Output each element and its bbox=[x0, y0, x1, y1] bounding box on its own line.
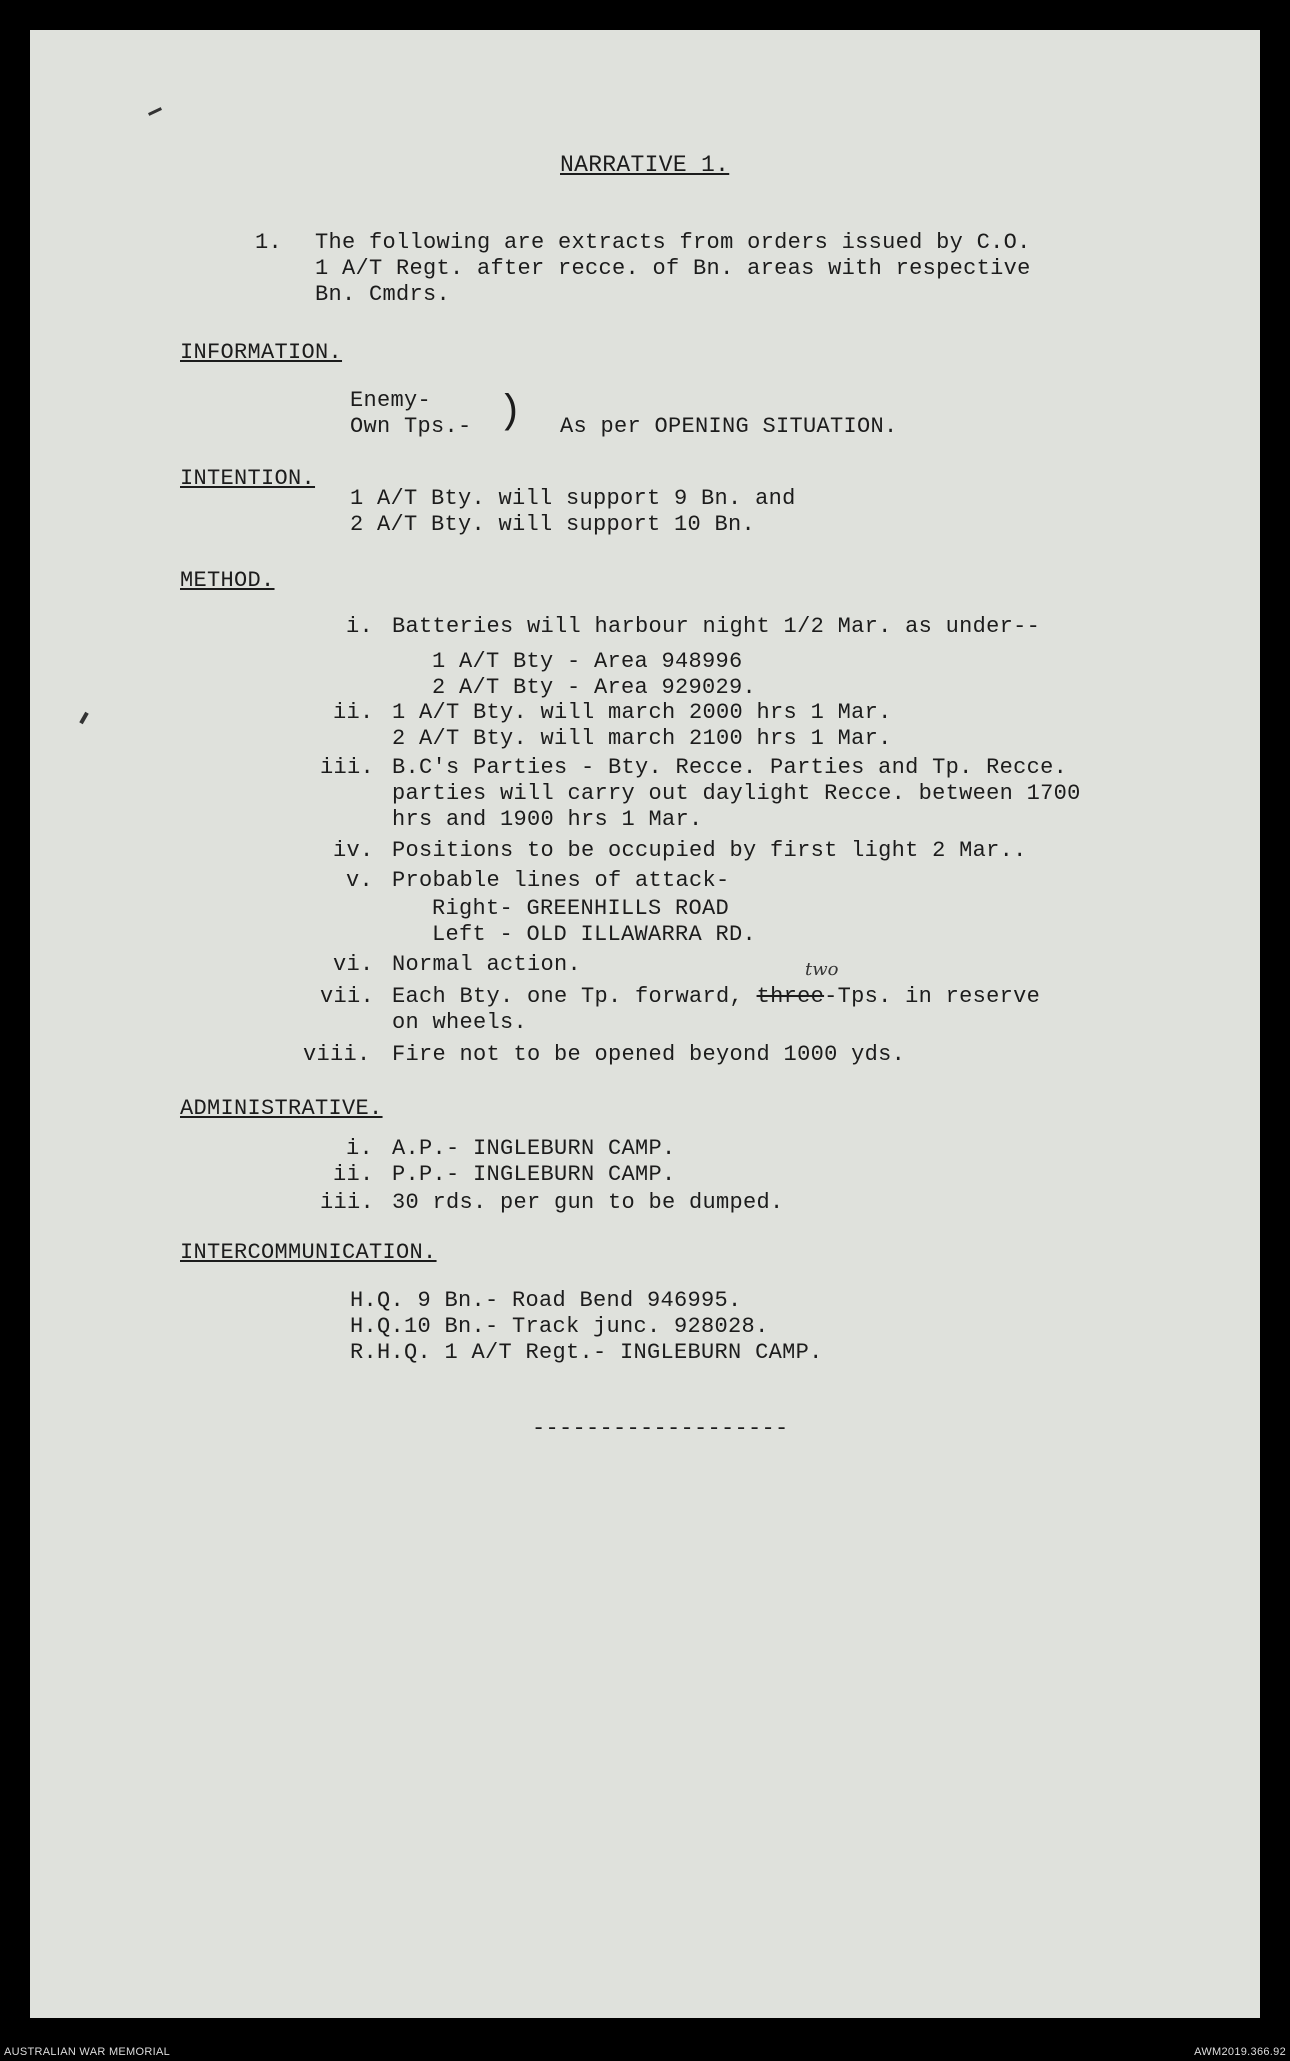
method-item-text: Right- GREENHILLS ROAD bbox=[405, 896, 730, 921]
information-own-tps: Own Tps.- bbox=[350, 414, 472, 439]
admin-item-number: ii. bbox=[333, 1162, 374, 1187]
method-item-text: Batteries will harbour night 1/2 Mar. as under-- bbox=[392, 614, 1041, 639]
method-item-text: 2 A/T Bty - Area 929029. bbox=[405, 675, 757, 700]
method-item-text: hrs and 1900 hrs 1 Mar. bbox=[392, 807, 703, 832]
information-text: As per OPENING SITUATION. bbox=[560, 414, 898, 439]
method-item-text: Probable lines of attack- bbox=[392, 868, 730, 893]
end-rule: ------------------- bbox=[532, 1416, 789, 1441]
method-item-number: iv. bbox=[333, 838, 374, 863]
intention-line: 1 A/T Bty. will support 9 Bn. and bbox=[350, 486, 796, 511]
method-item-text: Left - OLD ILLAWARRA RD. bbox=[405, 922, 757, 947]
admin-item-text: P.P.- INGLEBURN CAMP. bbox=[392, 1162, 676, 1187]
section-heading-method: METHOD. bbox=[180, 568, 275, 593]
intercom-line: H.Q.10 Bn.- Track junc. 928028. bbox=[350, 1314, 769, 1339]
ink-mark bbox=[79, 712, 88, 724]
paragraph-line: The following are extracts from orders issued by C.O. bbox=[315, 230, 1031, 255]
method-item-number: viii. bbox=[303, 1042, 371, 1067]
method-item-text: 2 A/T Bty. will march 2100 hrs 1 Mar. bbox=[392, 726, 892, 751]
method-item-text: parties will carry out daylight Recce. between 1700 bbox=[392, 781, 1081, 806]
admin-item-text: A.P.- INGLEBURN CAMP. bbox=[392, 1136, 676, 1161]
intention-line: 2 A/T Bty. will support 10 Bn. bbox=[350, 512, 756, 537]
admin-item-number: iii. bbox=[320, 1190, 375, 1215]
paragraph-line: Bn. Cmdrs. bbox=[315, 282, 451, 307]
method-item-number: iii. bbox=[320, 755, 375, 780]
method-item-text: 1 A/T Bty - Area 948996 bbox=[405, 649, 743, 674]
method-item-text-b: -Tps. in reserve bbox=[824, 984, 1041, 1009]
admin-item-text: 30 rds. per gun to be dumped. bbox=[392, 1190, 784, 1215]
paragraph-number: 1. bbox=[255, 230, 283, 255]
method-item-text-a: Each Bty. one Tp. forward, bbox=[392, 984, 757, 1009]
footer-right: AWM2019.366.92 bbox=[1194, 2046, 1286, 2058]
section-heading-intention: INTENTION. bbox=[180, 466, 316, 491]
information-enemy: Enemy- bbox=[350, 388, 432, 413]
method-item-number: i. bbox=[346, 614, 374, 639]
admin-item-number: i. bbox=[346, 1136, 374, 1161]
section-heading-administrative: ADMINISTRATIVE. bbox=[180, 1096, 383, 1121]
ink-mark bbox=[148, 107, 162, 116]
handwritten-correction: two bbox=[805, 959, 839, 980]
method-item-text: Normal action. bbox=[392, 952, 582, 977]
paragraph-line: 1 A/T Regt. after recce. of Bn. areas with respective bbox=[315, 256, 1031, 281]
method-item-text bbox=[392, 984, 1040, 1010]
method-item-number: vii. bbox=[320, 984, 375, 1009]
method-item-number: vi. bbox=[333, 952, 374, 977]
method-item-number: ii. bbox=[333, 700, 374, 725]
method-item-text: Fire not to be opened beyond 1000 yds. bbox=[392, 1042, 906, 1067]
brace: ) bbox=[498, 390, 523, 435]
section-heading-information: INFORMATION. bbox=[180, 340, 343, 365]
method-item-text: on wheels. bbox=[392, 1010, 528, 1035]
method-item-text: Positions to be occupied by first light 2 Mar.. bbox=[392, 838, 1027, 863]
struck-word: three bbox=[756, 984, 825, 1009]
document-page bbox=[30, 30, 1260, 2018]
method-item-text: B.C's Parties - Bty. Recce. Parties and Tp. Recce. bbox=[392, 755, 1068, 780]
method-item-text: 1 A/T Bty. will march 2000 hrs 1 Mar. bbox=[392, 700, 892, 725]
section-heading-intercommunication: INTERCOMMUNICATION. bbox=[180, 1240, 437, 1265]
intercom-line: R.H.Q. 1 A/T Regt.- INGLEBURN CAMP. bbox=[350, 1340, 823, 1365]
method-item-number: v. bbox=[346, 868, 374, 893]
footer-left: AUSTRALIAN WAR MEMORIAL bbox=[4, 2046, 171, 2058]
intercom-line: H.Q. 9 Bn.- Road Bend 946995. bbox=[350, 1288, 742, 1313]
document-title: NARRATIVE 1. bbox=[560, 152, 730, 178]
